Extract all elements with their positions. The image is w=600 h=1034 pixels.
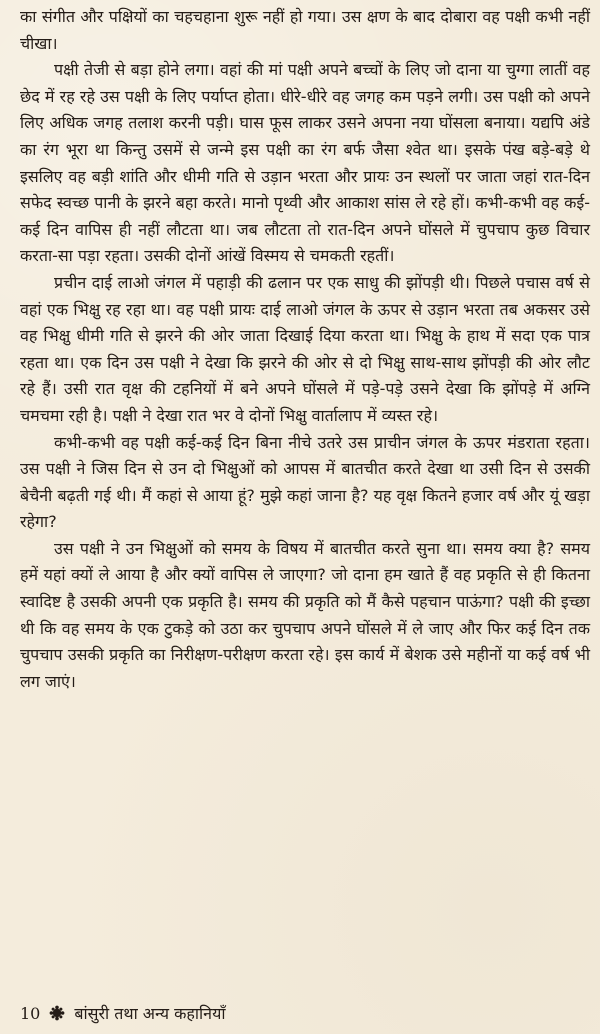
paragraph-5: उस पक्षी ने उन भिक्षुओं को समय के विषय में बातचीत करते सुना था। समय क्या है? समय हमें यहां क्यों ले आया है और क्यों वापिस ले जाएगा? जो दाना हम खाते हैं वह प्रकृति से ही कितना स्वादिष्ट है उसकी अपनी एक प्रकृति है। समय की प्रकृति को मैं कैसे पहचान पाऊंगा? पक्षी की इच्छा थी कि वह समय के एक टुकड़े को उठा कर चुपचाप अपने घोंसले में ले जाए और फिर कई दिन तक चुपचाप उसकी प्रकृति का निरीक्षण-परीक्षण करता रहे। इस कार्य में बेशक उसे महीनों या कई वर्ष भी लग जाएं।	[20, 538, 590, 691]
page-number: 10	[20, 1003, 41, 1023]
flower-ornament-icon	[49, 1005, 65, 1021]
book-title: बांसुरी तथा अन्य कहानियाँ	[74, 1004, 226, 1023]
paragraph-3: प्रचीन दाई लाओ जंगल में पहाड़ी की ढलान पर एक साधु की झोंपड़ी थी। पिछले पचास वर्ष से वहां एक भिक्षु रह रहा था। वह पक्षी प्रायः दाई लाओ जंगल के ऊपर से उड़ान भरता तब अकसर उसे वह भिक्षु धीमी गति से झरने की ओर जाता दिखाई दिया करता था। भिक्षु के हाथ में सदा एक पात्र रहता था। एक दिन उस पक्षी ने देखा कि झरने की ओर से दो भिक्षु साथ-साथ झोंपड़ी की ओर लौट रहे हैं। उसी रात वृक्ष की टहनियों में बने अपने घोंसले में पड़े-पड़े उसने देखा कि झोंपड़े में अग्नि चमचमा रही है। पक्षी ने देखा रात भर वे दोनों भिक्षु वार्तालाप में व्यस्त रहे।	[20, 272, 590, 425]
page-footer	[20, 1002, 226, 1024]
paragraph-4: कभी-कभी वह पक्षी कई-कई दिन बिना नीचे उतरे उस प्राचीन जंगल के ऊपर मंडराता रहता। उस पक्षी ने जिस दिन से उन दो भिक्षुओं को आपस में बातचीत करते देखा था उसी दिन से उसकी बेचैनी बढ़ती गई थी। मैं कहां से आया हूं? मुझे कहां जाना है? यह वृक्ष कितने हजार वर्ष और यूं खड़ा रहेगा?	[20, 432, 590, 532]
page-content	[20, 4, 590, 695]
paragraph-2: पक्षी तेजी से बड़ा होने लगा। वहां की मां पक्षी अपने बच्चों के लिए जो दाना या चुग्गा लातीं वह छेद में रह रहे उस पक्षी के लिए पर्याप्त होता। धीरे-धीरे वह जगह कम पड़ने लगी। उस पक्षी को अपने लिए अधिक जगह तलाश करनी पड़ी। घास फूस लाकर उसने अपना नया घोंसला बनाया। यद्यपि अंडे का रंग भूरा था किन्तु उसमें से जन्मे इस पक्षी का रंग बर्फ जैसा श्वेत था। इसके पंख बड़े-बड़े थे इसलिए वह बड़ी शांति और धीमी गति से उड़ान भरता और प्रायः उन स्थलों पर जाता जहां रात-दिन सफेद स्वच्छ पानी के झरने बहा करते। मानो पृथ्वी और आकाश सांस ले रहे हों। कभी-कभी वह कई-कई दिन वापिस ही नहीं लौटता था। जब लौटता तो रात-दिन अपने घोंसले में चुपचाप कुछ विचार करता-सा पड़ा रहता। उसकी दोनों आंखें विस्मय से चमकती रहतीं।	[20, 60, 590, 266]
paragraph-1: का संगीत और पक्षियों का चहचहाना शुरू नहीं हो गया। उस क्षण के बाद दोबारा वह पक्षी कभी नहीं चीखा।	[20, 7, 590, 53]
